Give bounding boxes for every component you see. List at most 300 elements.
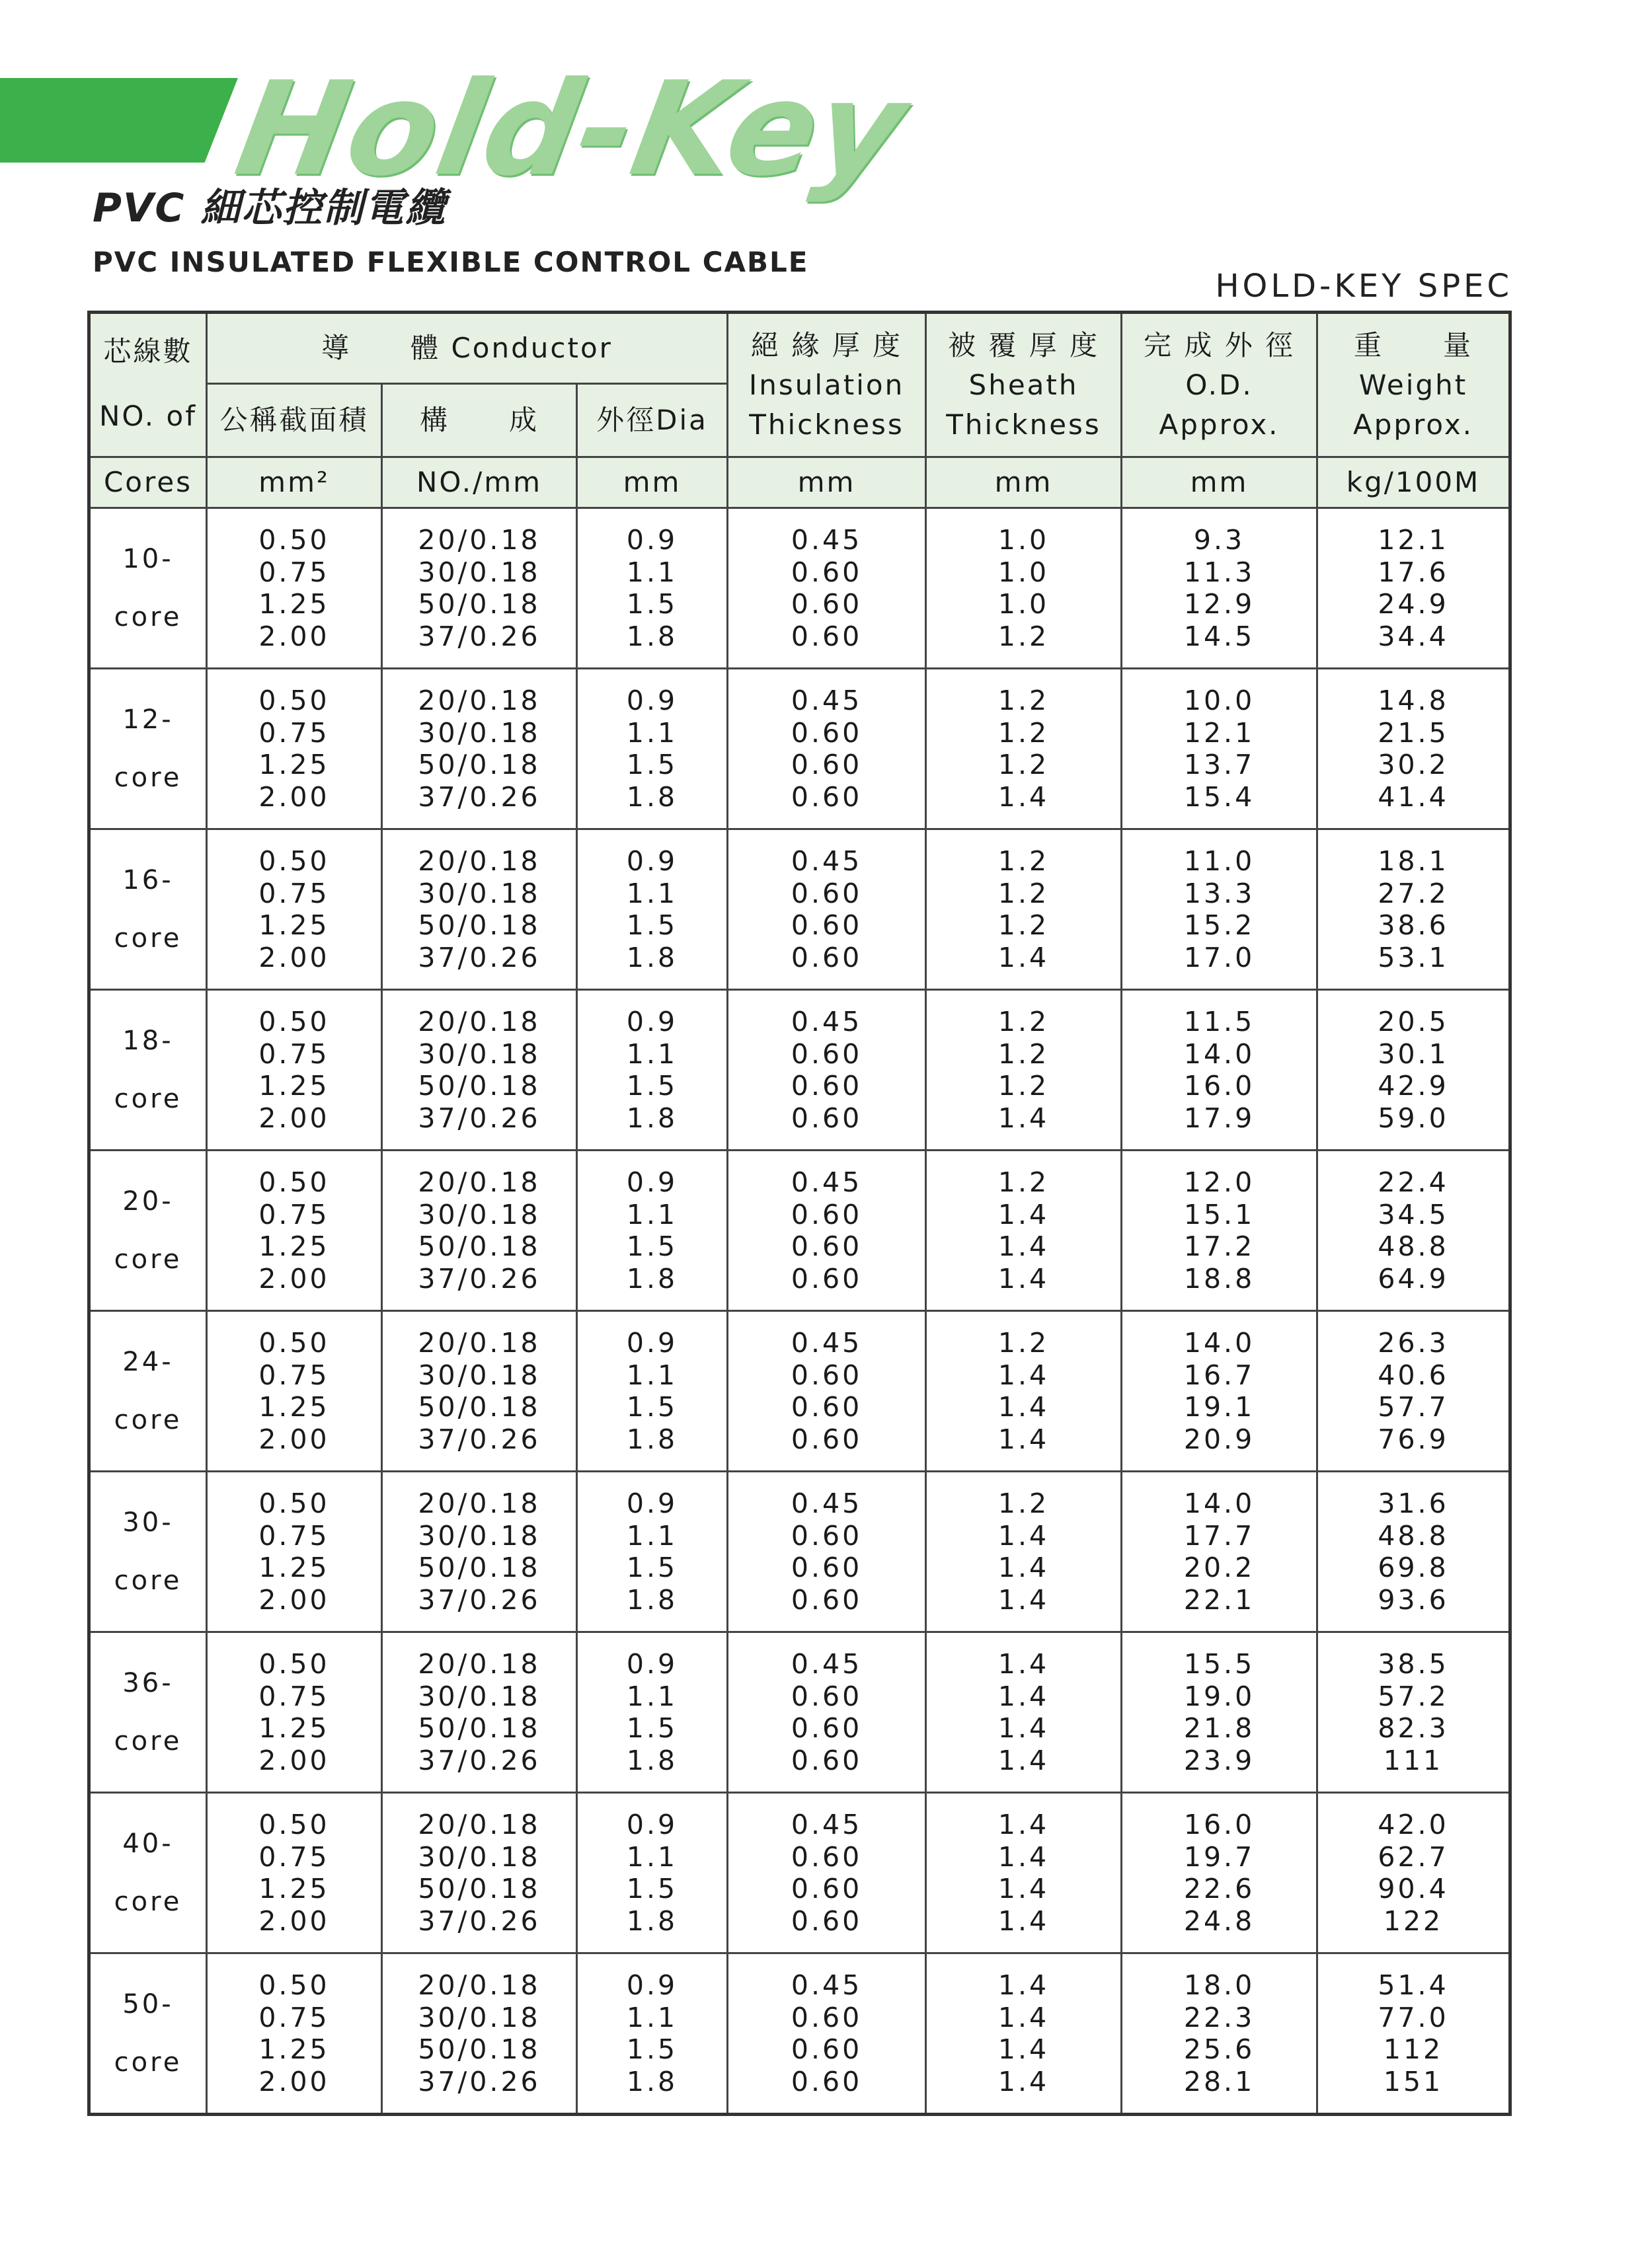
composition-value: 50/0.18 [418, 588, 541, 620]
weight-value-cell [1317, 829, 1510, 990]
area-value: 0.75 [258, 1198, 330, 1230]
area-value: 0.50 [258, 1327, 330, 1359]
insulation-value: 0.60 [791, 1230, 863, 1262]
dia-value: 1.5 [626, 749, 678, 780]
area-value: 1.25 [258, 1391, 330, 1423]
unit-od: mm [1122, 457, 1317, 508]
od-value: 9.3 [1193, 524, 1245, 556]
weight-value-cell [1317, 1793, 1510, 1953]
area-value: 2.00 [258, 1905, 330, 1937]
od-value: 11.0 [1183, 845, 1255, 877]
weight-value-cell [1317, 1953, 1510, 2115]
insulation-value-cell [728, 1793, 926, 1953]
composition-value: 30/0.18 [418, 1519, 541, 1552]
composition-value: 20/0.18 [418, 685, 541, 716]
dia-value: 1.8 [626, 1905, 678, 1937]
unit-weight: kg/100M [1317, 457, 1510, 508]
od-value-cell [1122, 508, 1317, 669]
area-value: 0.50 [258, 1648, 330, 1680]
composition-value: 20/0.18 [418, 1166, 541, 1198]
od-value: 20.2 [1183, 1552, 1255, 1583]
table-row [89, 1632, 1510, 1793]
sheath-value: 1.4 [997, 1969, 1050, 2001]
composition-value: 30/0.18 [418, 1359, 541, 1391]
dia-value: 1.5 [626, 1230, 678, 1262]
area-value: 2.00 [258, 2065, 330, 2098]
sheath-value: 1.4 [997, 780, 1050, 813]
od-value: 12.1 [1183, 716, 1255, 749]
composition-value: 37/0.26 [418, 1905, 541, 1937]
od-value: 17.2 [1183, 1230, 1255, 1262]
sheath-value: 1.4 [997, 2033, 1050, 2065]
composition-header: 構 成 [382, 384, 577, 457]
sheath-value: 1.0 [997, 588, 1050, 620]
insulation-value: 0.60 [791, 749, 863, 780]
area-value: 1.25 [258, 1070, 330, 1102]
od-value: 24.8 [1183, 1905, 1255, 1937]
od-value: 20.9 [1183, 1423, 1255, 1455]
sheath-value: 1.2 [997, 1166, 1050, 1198]
area-value: 0.50 [258, 524, 330, 556]
dia-value: 0.9 [626, 1648, 678, 1680]
dia-value: 1.5 [626, 909, 678, 941]
od-value: 23.9 [1183, 1744, 1255, 1776]
composition-value: 30/0.18 [418, 1038, 541, 1070]
composition-value: 30/0.18 [418, 716, 541, 749]
dia-value: 1.8 [626, 1423, 678, 1455]
sheath-value: 1.4 [997, 1391, 1050, 1423]
weight-value: 30.2 [1378, 749, 1449, 780]
sheath-value-cell [926, 1311, 1122, 1472]
table-row [89, 990, 1510, 1151]
insulation-value: 0.60 [791, 1583, 863, 1616]
od-value: 12.0 [1183, 1166, 1255, 1198]
sheath-value: 1.4 [997, 1809, 1050, 1840]
area-value: 1.25 [258, 1712, 330, 1744]
composition-value: 50/0.18 [418, 1230, 541, 1262]
sheath-value: 1.0 [997, 556, 1050, 588]
composition-value: 20/0.18 [418, 524, 541, 556]
sheath-value: 1.4 [997, 1423, 1050, 1455]
weight-value: 22.4 [1378, 1166, 1449, 1198]
area-value-cell [207, 1311, 382, 1472]
area-value: 0.50 [258, 685, 330, 716]
area-value: 0.50 [258, 1166, 330, 1198]
weight-value: 82.3 [1378, 1712, 1449, 1744]
page-title-en: PVC INSULATED FLEXIBLE CONTROL CABLE [93, 246, 809, 278]
core-count-cell [89, 1311, 207, 1472]
composition-value: 37/0.26 [418, 2065, 541, 2098]
od-value: 15.1 [1183, 1198, 1255, 1230]
dia-header: 外徑Dia [577, 384, 728, 457]
dia-value-cell [577, 829, 728, 990]
od-value: 28.1 [1183, 2065, 1255, 2098]
weight-value: 34.4 [1378, 620, 1449, 652]
od-value-cell [1122, 1472, 1317, 1632]
area-header: 公稱截面積 [207, 384, 382, 457]
weight-value-cell [1317, 1151, 1510, 1311]
composition-value-cell [382, 669, 577, 829]
od-value: 13.3 [1183, 877, 1255, 909]
dia-value-cell [577, 1793, 728, 1953]
core-count: 30- [122, 1507, 174, 1538]
composition-value: 20/0.18 [418, 1969, 541, 2001]
insulation-value: 0.45 [791, 1809, 863, 1840]
weight-value-cell [1317, 1472, 1510, 1632]
sheath-value: 1.0 [997, 524, 1050, 556]
od-value: 21.8 [1183, 1712, 1255, 1744]
insulation-value-cell [728, 1151, 926, 1311]
od-value: 14.0 [1183, 1488, 1255, 1519]
dia-value-cell [577, 1472, 728, 1632]
insulation-value: 0.45 [791, 1488, 863, 1519]
composition-value: 30/0.18 [418, 1840, 541, 1873]
composition-value-cell [382, 1472, 577, 1632]
cores-header-en1: NO. of [99, 400, 197, 432]
insulation-value: 0.45 [791, 1648, 863, 1680]
dia-value: 1.8 [626, 1583, 678, 1616]
area-value: 1.25 [258, 1873, 330, 1905]
weight-value: 93.6 [1378, 1583, 1449, 1616]
sheath-value: 1.2 [997, 1488, 1050, 1519]
od-value: 19.0 [1183, 1680, 1255, 1712]
composition-value: 50/0.18 [418, 1552, 541, 1583]
core-count: 36- [122, 1668, 174, 1698]
composition-value: 37/0.26 [418, 1583, 541, 1616]
core-suffix: core [114, 602, 182, 632]
dia-value: 0.9 [626, 845, 678, 877]
conductor-header: 導 體 Conductor [207, 313, 728, 384]
dia-value: 1.8 [626, 1744, 678, 1776]
composition-value: 30/0.18 [418, 556, 541, 588]
core-count: 24- [122, 1347, 174, 1377]
weight-value-cell [1317, 669, 1510, 829]
dia-value-cell [577, 990, 728, 1151]
area-value-cell [207, 1472, 382, 1632]
weight-value: 48.8 [1378, 1519, 1449, 1552]
area-value: 0.75 [258, 556, 330, 588]
weight-value: 112 [1383, 2033, 1444, 2065]
sheath-value: 1.2 [997, 1070, 1050, 1102]
table-row [89, 1472, 1510, 1632]
area-value-cell [207, 508, 382, 669]
composition-value: 20/0.18 [418, 1809, 541, 1840]
area-value: 0.75 [258, 1519, 330, 1552]
weight-value: 14.8 [1378, 685, 1449, 716]
sheath-header-zh: 被 覆 厚 度 [948, 328, 1100, 361]
weight-header-en2: Approx. [1353, 408, 1474, 441]
sheath-value: 1.2 [997, 685, 1050, 716]
composition-value: 20/0.18 [418, 1648, 541, 1680]
insulation-value-cell [728, 829, 926, 990]
weight-value: 151 [1383, 2065, 1444, 2098]
composition-value: 37/0.26 [418, 941, 541, 973]
weight-value-cell [1317, 508, 1510, 669]
dia-value: 1.8 [626, 1102, 678, 1134]
composition-value: 50/0.18 [418, 1070, 541, 1102]
core-suffix: core [114, 1726, 182, 1757]
insulation-value: 0.60 [791, 556, 863, 588]
weight-value: 40.6 [1378, 1359, 1449, 1391]
dia-value: 1.5 [626, 1873, 678, 1905]
od-value: 17.7 [1183, 1519, 1255, 1552]
od-value: 25.6 [1183, 2033, 1255, 2065]
composition-value: 50/0.18 [418, 2033, 541, 2065]
table-row [89, 508, 1510, 669]
area-value: 0.50 [258, 1969, 330, 2001]
insulation-value: 0.45 [791, 1006, 863, 1038]
insulation-value: 0.60 [791, 588, 863, 620]
area-value: 0.75 [258, 877, 330, 909]
composition-value: 50/0.18 [418, 749, 541, 780]
insulation-header [728, 313, 926, 457]
weight-value: 69.8 [1378, 1552, 1449, 1583]
dia-value: 1.8 [626, 1262, 678, 1295]
core-count-cell [89, 669, 207, 829]
composition-value: 20/0.18 [418, 845, 541, 877]
unit-dia: mm [577, 457, 728, 508]
sheath-value: 1.4 [997, 1905, 1050, 1937]
insulation-value: 0.60 [791, 1519, 863, 1552]
od-value-cell [1122, 829, 1317, 990]
composition-value: 37/0.26 [418, 1423, 541, 1455]
dia-value: 1.1 [626, 1519, 678, 1552]
weight-value: 38.6 [1378, 909, 1449, 941]
insulation-value: 0.60 [791, 620, 863, 652]
insulation-value-cell [728, 1472, 926, 1632]
core-suffix: core [114, 1887, 182, 1917]
dia-value: 1.1 [626, 877, 678, 909]
composition-value: 37/0.26 [418, 620, 541, 652]
od-value: 15.5 [1183, 1648, 1255, 1680]
dia-value: 1.8 [626, 941, 678, 973]
weight-value-cell [1317, 990, 1510, 1151]
insulation-value: 0.60 [791, 780, 863, 813]
insulation-header-zh: 絕 緣 厚 度 [751, 328, 903, 361]
weight-header-zh: 重 量 [1354, 328, 1473, 361]
od-header-en2: Approx. [1159, 408, 1280, 441]
core-count-cell [89, 1151, 207, 1311]
sheath-value: 1.4 [997, 1198, 1050, 1230]
area-value: 1.25 [258, 909, 330, 941]
dia-value: 1.8 [626, 2065, 678, 2098]
area-value: 0.75 [258, 1840, 330, 1873]
area-value: 1.25 [258, 588, 330, 620]
od-value: 14.5 [1183, 620, 1255, 652]
sheath-header-en2: Thickness [946, 408, 1101, 441]
sheath-header [926, 313, 1122, 457]
sheath-value-cell [926, 1472, 1122, 1632]
insulation-value: 0.60 [791, 1359, 863, 1391]
weight-value: 41.4 [1378, 780, 1449, 813]
od-value: 18.8 [1183, 1262, 1255, 1295]
insulation-value: 0.60 [791, 1198, 863, 1230]
sheath-value: 1.4 [997, 1583, 1050, 1616]
sheath-value-cell [926, 990, 1122, 1151]
dia-value: 0.9 [626, 1969, 678, 2001]
dia-value-cell [577, 1953, 728, 2115]
insulation-value-cell [728, 990, 926, 1151]
od-value-cell [1122, 1632, 1317, 1793]
area-value: 1.25 [258, 749, 330, 780]
insulation-value: 0.60 [791, 1262, 863, 1295]
weight-value: 21.5 [1378, 716, 1449, 749]
insulation-value: 0.60 [791, 1038, 863, 1070]
sheath-value: 1.4 [997, 2001, 1050, 2033]
sheath-header-en1: Sheath [968, 368, 1079, 401]
area-value: 0.75 [258, 716, 330, 749]
od-value: 10.0 [1183, 685, 1255, 716]
dia-value: 0.9 [626, 1488, 678, 1519]
area-value: 2.00 [258, 1583, 330, 1616]
sheath-value: 1.4 [997, 1262, 1050, 1295]
od-value-cell [1122, 990, 1317, 1151]
insulation-value-cell [728, 669, 926, 829]
composition-value: 20/0.18 [418, 1006, 541, 1038]
core-suffix: core [114, 923, 182, 954]
core-count-cell [89, 1793, 207, 1953]
core-count: 40- [122, 1829, 174, 1859]
unit-composition: NO./mm [382, 457, 577, 508]
insulation-header-en1: Insulation [748, 368, 905, 401]
weight-value: 57.7 [1378, 1391, 1449, 1423]
core-suffix: core [114, 763, 182, 793]
insulation-value: 0.60 [791, 1070, 863, 1102]
od-value-cell [1122, 1151, 1317, 1311]
brand-logo: Hold-Key [226, 54, 917, 205]
area-value-cell [207, 1632, 382, 1793]
dia-value: 1.1 [626, 1840, 678, 1873]
insulation-value: 0.60 [791, 941, 863, 973]
insulation-value: 0.45 [791, 1327, 863, 1359]
brand-color-bar [0, 78, 238, 163]
area-value: 2.00 [258, 1744, 330, 1776]
dia-value: 1.5 [626, 2033, 678, 2065]
area-value-cell [207, 1151, 382, 1311]
composition-value: 50/0.18 [418, 1391, 541, 1423]
sheath-value: 1.2 [997, 620, 1050, 652]
dia-value-cell [577, 1311, 728, 1472]
weight-value: 20.5 [1378, 1006, 1449, 1038]
area-value: 0.75 [258, 1038, 330, 1070]
od-value-cell [1122, 1953, 1317, 2115]
weight-value-cell [1317, 1311, 1510, 1472]
insulation-value: 0.60 [791, 2001, 863, 2033]
sheath-value: 1.4 [997, 2065, 1050, 2098]
dia-value: 1.1 [626, 1359, 678, 1391]
weight-value: 17.6 [1378, 556, 1449, 588]
area-value: 2.00 [258, 1102, 330, 1134]
sheath-value: 1.4 [997, 1102, 1050, 1134]
dia-value: 1.1 [626, 716, 678, 749]
cores-header-zh: 芯線數 [103, 335, 193, 367]
composition-value: 37/0.26 [418, 780, 541, 813]
table-row [89, 1953, 1510, 2115]
dia-value: 1.8 [626, 780, 678, 813]
weight-value: 27.2 [1378, 877, 1449, 909]
od-value: 15.2 [1183, 909, 1255, 941]
weight-value: 34.5 [1378, 1198, 1449, 1230]
area-value: 0.50 [258, 1006, 330, 1038]
dia-value: 1.5 [626, 1070, 678, 1102]
od-value: 22.6 [1183, 1873, 1255, 1905]
insulation-value: 0.60 [791, 1102, 863, 1134]
od-value-cell [1122, 669, 1317, 829]
od-value: 19.1 [1183, 1391, 1255, 1423]
dia-value: 0.9 [626, 524, 678, 556]
composition-value: 30/0.18 [418, 877, 541, 909]
od-value: 14.0 [1183, 1038, 1255, 1070]
sheath-value: 1.4 [997, 1230, 1050, 1262]
weight-value: 90.4 [1378, 1873, 1449, 1905]
weight-value: 77.0 [1378, 2001, 1449, 2033]
sheath-value-cell [926, 1953, 1122, 2115]
area-value: 0.50 [258, 1809, 330, 1840]
sheath-value: 1.2 [997, 716, 1050, 749]
core-suffix: core [114, 1566, 182, 1596]
spec-table [87, 311, 1512, 2116]
od-value: 13.7 [1183, 749, 1255, 780]
dia-value: 0.9 [626, 1006, 678, 1038]
core-count: 20- [122, 1186, 174, 1217]
insulation-value: 0.45 [791, 685, 863, 716]
insulation-value: 0.60 [791, 1391, 863, 1423]
od-header-zh: 完 成 外 徑 [1144, 328, 1296, 361]
od-value: 15.4 [1183, 780, 1255, 813]
area-value: 0.50 [258, 845, 330, 877]
sheath-value-cell [926, 1793, 1122, 1953]
unit-area: mm² [207, 457, 382, 508]
weight-value: 26.3 [1378, 1327, 1449, 1359]
composition-value: 30/0.18 [418, 1198, 541, 1230]
core-count: 16- [122, 865, 174, 895]
table-row [89, 829, 1510, 990]
od-value: 16.0 [1183, 1809, 1255, 1840]
weight-value: 18.1 [1378, 845, 1449, 877]
dia-value: 1.1 [626, 1038, 678, 1070]
od-value: 11.3 [1183, 556, 1255, 588]
core-suffix: core [114, 2047, 182, 2078]
dia-value: 0.9 [626, 685, 678, 716]
core-suffix: core [114, 1244, 182, 1275]
dia-value: 1.5 [626, 588, 678, 620]
composition-value-cell [382, 1793, 577, 1953]
weight-header-en1: Weight [1358, 368, 1468, 401]
dia-value: 1.5 [626, 1391, 678, 1423]
sheath-value: 1.4 [997, 1873, 1050, 1905]
dia-value: 1.5 [626, 1712, 678, 1744]
insulation-value: 0.60 [791, 1840, 863, 1873]
insulation-value-cell [728, 508, 926, 669]
od-header [1122, 313, 1317, 457]
insulation-value: 0.60 [791, 1905, 863, 1937]
composition-value-cell [382, 1151, 577, 1311]
weight-value-cell [1317, 1632, 1510, 1793]
unit-insulation: mm [728, 457, 926, 508]
sheath-value: 1.2 [997, 1327, 1050, 1359]
sheath-value-cell [926, 669, 1122, 829]
insulation-value: 0.60 [791, 1873, 863, 1905]
insulation-value: 0.60 [791, 1712, 863, 1744]
od-value: 16.0 [1183, 1070, 1255, 1102]
area-value: 2.00 [258, 780, 330, 813]
composition-value: 37/0.26 [418, 1744, 541, 1776]
dia-value-cell [577, 1632, 728, 1793]
insulation-value: 0.60 [791, 2065, 863, 2098]
insulation-value: 0.60 [791, 2033, 863, 2065]
od-value: 17.0 [1183, 941, 1255, 973]
dia-value: 1.1 [626, 1680, 678, 1712]
